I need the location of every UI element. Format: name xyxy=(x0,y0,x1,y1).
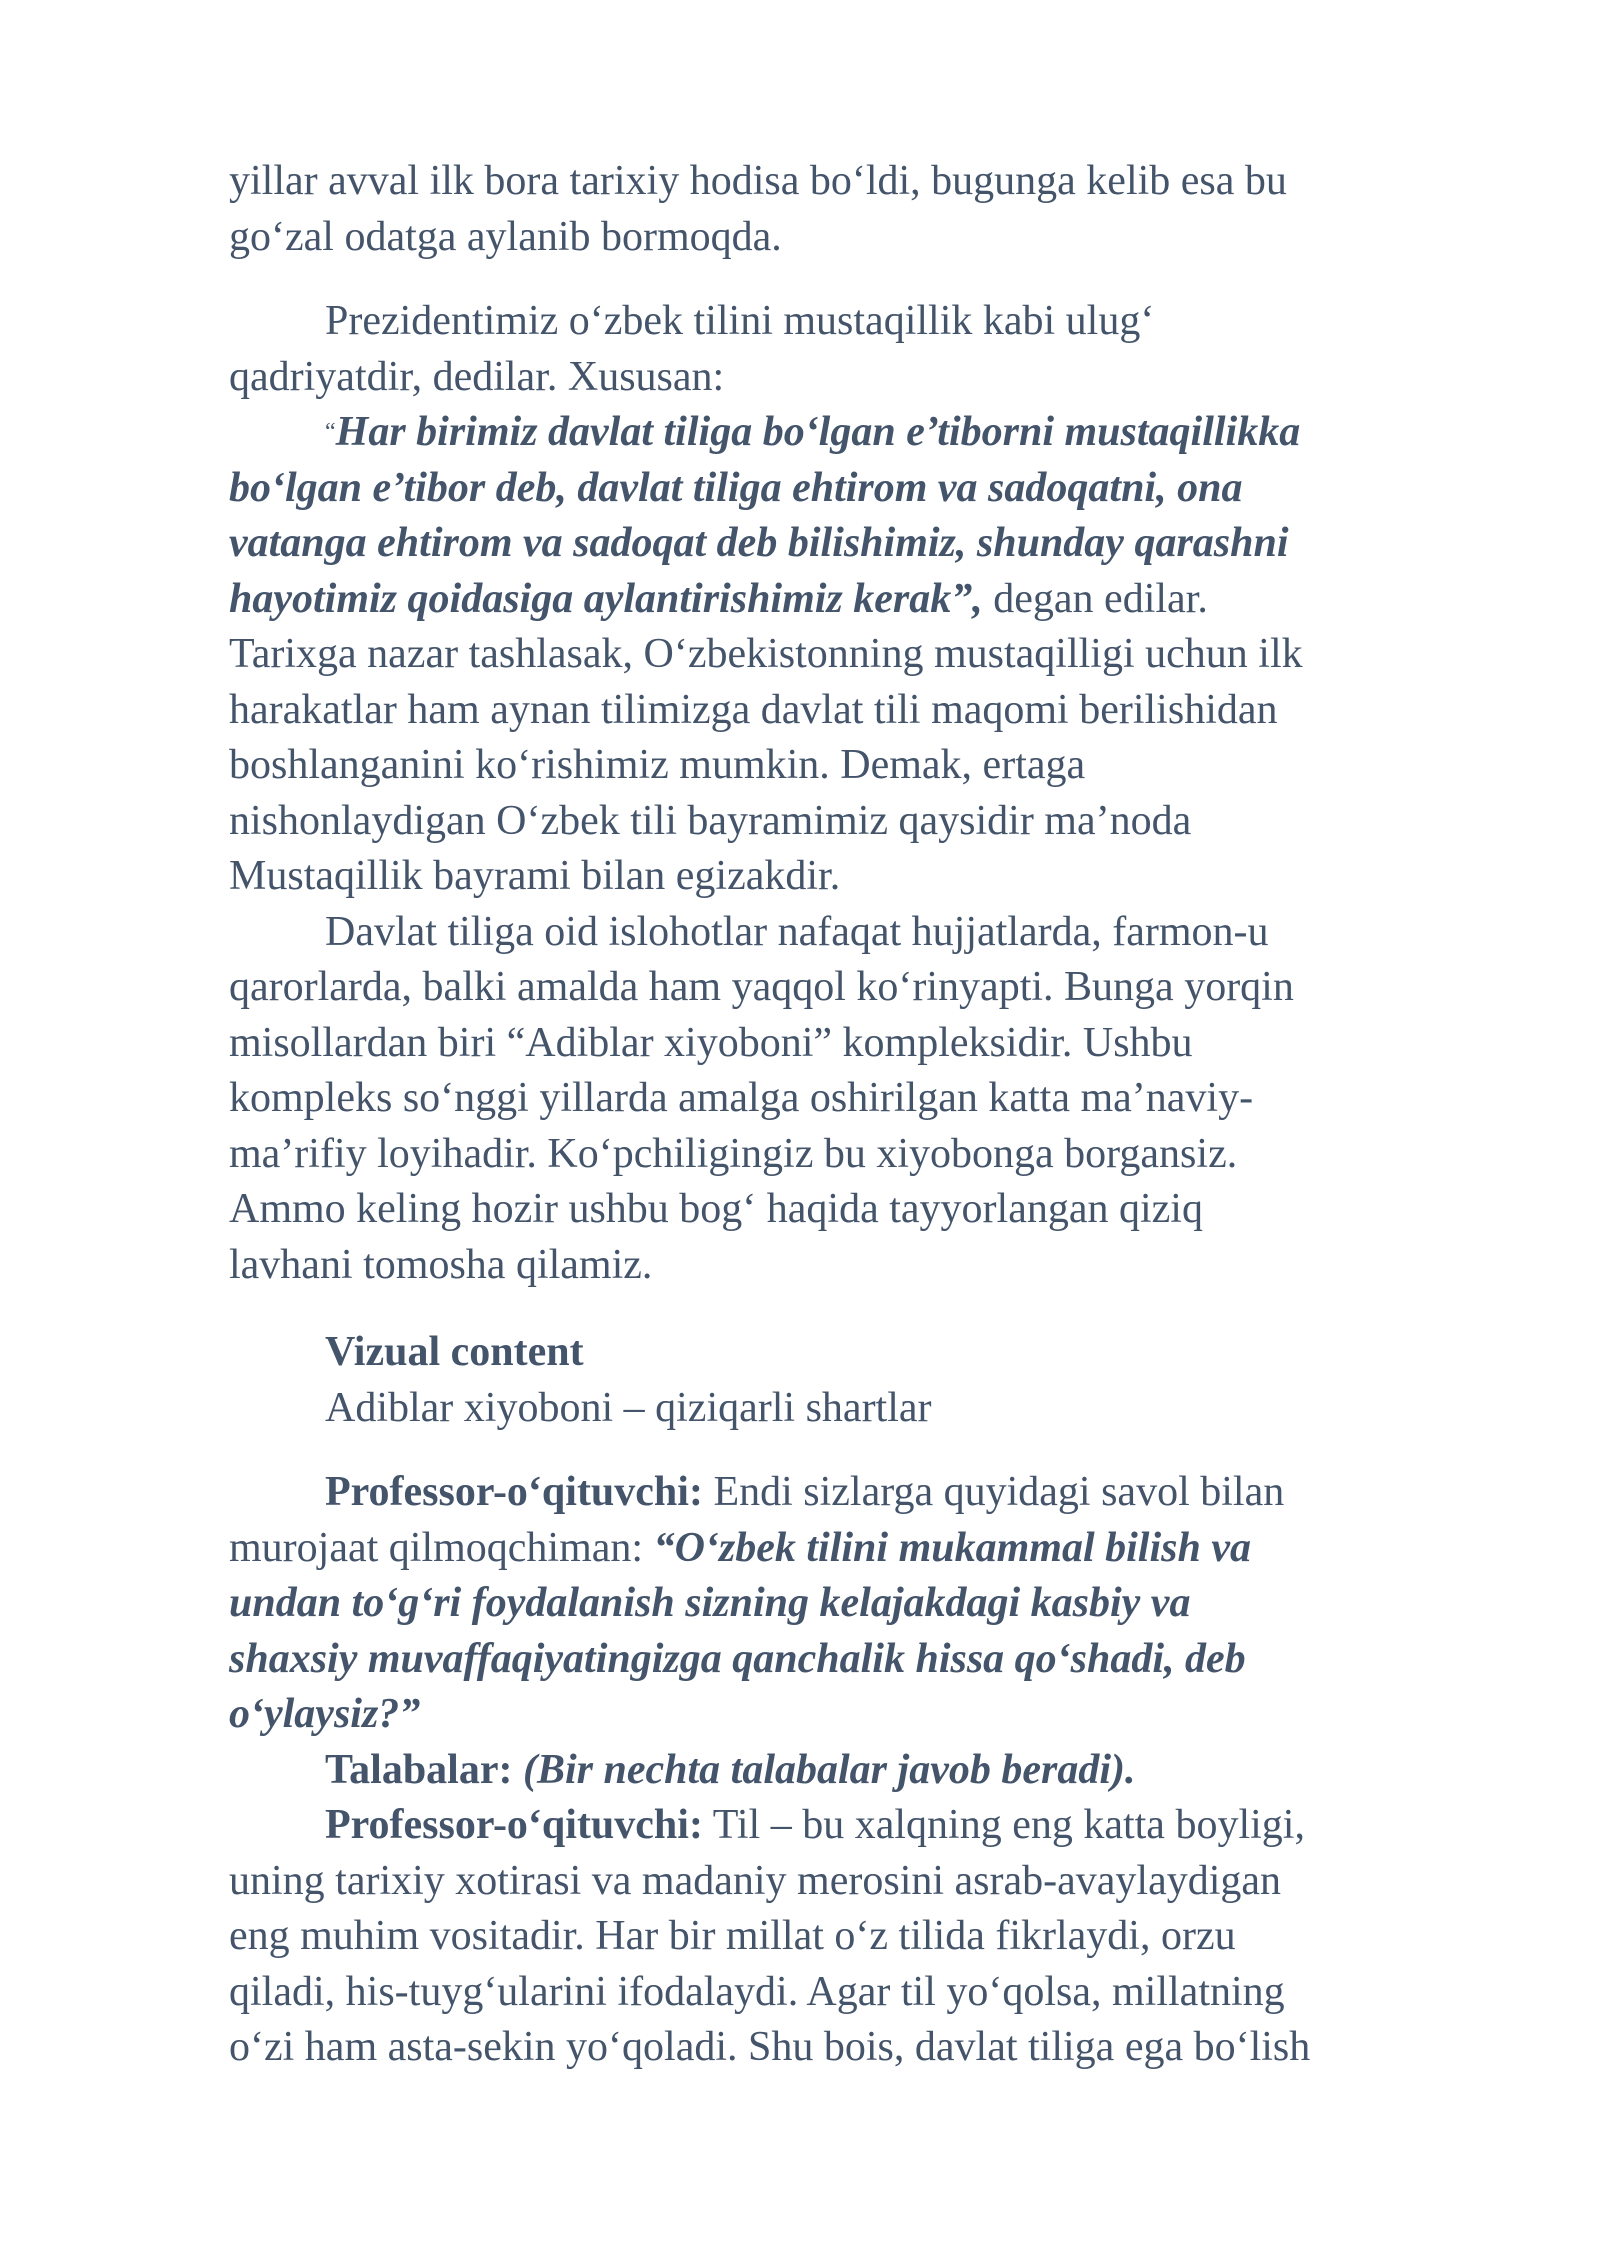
dialog1-line-1 xyxy=(229,1465,1479,1521)
intro-line-1: yillar avval ilk bora tarixiy hodisa bo‘ldi, bugunga kelib esa bu xyxy=(229,158,1287,204)
dialog1-line-5: o‘ylaysiz?” xyxy=(229,1691,421,1737)
quote-open-mark: “ xyxy=(325,419,336,445)
visual-subtitle: Adiblar xiyoboni – qiziqarli shartlar xyxy=(325,1384,932,1431)
dialog1-text-1: Endi sizlarga quyidagi savol bilan xyxy=(702,1469,1285,1515)
president-line-1: Prezidentimiz o‘zbek tilini mustaqillik kabi ulug‘ xyxy=(325,298,1155,344)
visual-heading xyxy=(229,1325,1479,1381)
quote-line-2: bo‘lgan e’tibor deb, davlat tiliga ehtirom va sadoqatni, ona xyxy=(229,464,1243,511)
reforms-line-5: ma’rifiy loyihadir. Ko‘pchiligingiz bu xiyobonga borgansiz. xyxy=(229,1130,1238,1177)
document-page xyxy=(229,154,1479,2076)
dialog3-line-3: eng muhim vositadir. Har bir millat o‘z tilida fikrlaydi, orzu xyxy=(229,1913,1236,1959)
dialog3-speaker: Professor-o‘qituvchi: xyxy=(325,1802,703,1848)
quote-line-4 xyxy=(229,572,1479,628)
dialog1-text-2b: “O‘zbek tilini mukammal bilish va xyxy=(653,1524,1251,1571)
quote-text-4: hayotimiz qoidasiga aylantirishimiz kerak”, xyxy=(229,575,983,622)
history-line-5: Mustaqillik bayrami bilan egizakdir. xyxy=(229,853,841,899)
history-line-4: nishonlaydigan O‘zbek tili bayramimiz qaysidir ma’noda xyxy=(229,797,1192,844)
dialog1-text-2a: murojaat qilmoqchiman: xyxy=(229,1524,654,1571)
dialog2-text: (Bir nechta talabalar javob beradi). xyxy=(512,1746,1136,1793)
reforms-line-7: lavhani tomosha qilamiz. xyxy=(229,1241,653,1288)
visual-heading-text: Vizual content xyxy=(325,1329,584,1375)
reforms-line-6: Ammo keling hozir ushbu bog‘ haqida tayyorlangan qiziq xyxy=(229,1186,1203,1232)
reforms-line-4: kompleks so‘nggi yillarda amalga oshirilgan katta ma’naviy- xyxy=(229,1075,1254,1121)
dialog3-text-1: Til – bu xalqning eng katta boyligi, xyxy=(702,1802,1305,1848)
dialog1-line-4: shaxsiy muvaffaqiyatingizga qanchalik hissa qo‘shadi, deb xyxy=(229,1635,1246,1682)
history-line-1: Tarixga nazar tashlasak, O‘zbekistonning mustaqilligi uchun ilk xyxy=(229,631,1303,677)
history-line-3: boshlanganini ko‘rishimiz mumkin. Demak, ertaga xyxy=(229,742,1086,788)
history-line-2: harakatlar ham aynan tilimizga davlat tili maqomi berilishidan xyxy=(229,686,1278,733)
dialog3-line-4: qiladi, his-tuyg‘ularini ifodalaydi. Agar til yo‘qolsa, millatning xyxy=(229,1968,1285,2015)
quote-line-3: vatanga ehtirom va sadoqat deb bilishimiz, shunday qarashni xyxy=(229,520,1289,566)
reforms-line-2: qarorlarda, balki amalda ham yaqqol ko‘rinyapti. Bunga yorqin xyxy=(229,964,1294,1010)
quote-text-1: Har birimiz davlat tiliga bo‘lgan e’tiborni mustaqillikka xyxy=(335,409,1301,455)
dialog1-line-3: undan to‘g‘ri foydalanish sizning kelajakdagi kasbiy va xyxy=(229,1580,1191,1626)
dialog3-line-5: o‘zi ham asta-sekin yo‘qoladi. Shu bois, davlat tiliga ega bo‘lish xyxy=(229,2024,1311,2070)
reforms-line-1: Davlat tiliga oid islohotlar nafaqat hujjatlarda, farmon-u xyxy=(325,908,1269,955)
dialog2-line xyxy=(229,1743,1479,1799)
dialog1-line-2 xyxy=(229,1521,1479,1577)
reforms-line-3: misollardan biri “Adiblar xiyoboni” kompleksidir. Ushbu xyxy=(229,1019,1193,1066)
president-line-2: qadriyatdir, dedilar. Xususan: xyxy=(229,353,725,400)
quote-line-1 xyxy=(229,405,1479,461)
quote-attribution: degan edilar. xyxy=(982,575,1208,622)
intro-line-2: go‘zal odatga aylanib bormoqda. xyxy=(229,213,782,260)
dialog3-line-2: uning tarixiy xotirasi va madaniy merosini asrab-avaylaydigan xyxy=(229,1857,1282,1904)
dialog2-speaker: Talabalar: xyxy=(325,1746,513,1793)
dialog1-speaker: Professor-o‘qituvchi: xyxy=(325,1469,703,1515)
dialog3-line-1 xyxy=(229,1798,1479,1854)
